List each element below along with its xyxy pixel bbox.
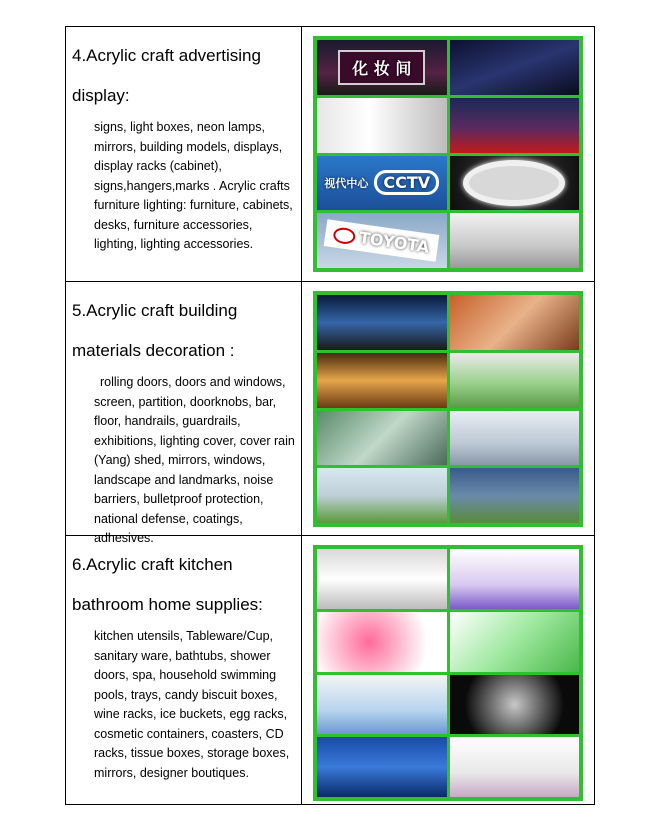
toyota-logo: TOYOTA <box>358 228 431 257</box>
candy-tray-photo <box>450 675 580 735</box>
section-body: rolling doors, doors and windows, screen, partition, doorknobs, bar, floor, handrails, guardrails, exhibitions, lighting cover, cover rain (Yang) shed, mirrors, windows, landscape and landmarks, noise barriers, bulletproof protection, national defense, coatings, adhesives. <box>94 375 295 545</box>
ring-lamp-photo <box>450 156 580 211</box>
toyota-logo-icon <box>333 226 357 245</box>
section-text-cell <box>66 27 302 281</box>
ring-lamp-shape <box>463 160 565 206</box>
section-text-cell <box>66 282 302 545</box>
acrylic-chairs-photo <box>450 40 580 95</box>
curved-panel-photo <box>317 411 447 466</box>
heart-boxes-photo <box>317 612 447 672</box>
section-kitchen-bathroom <box>66 535 594 804</box>
office-lobby-photo <box>450 213 580 268</box>
section-building-materials <box>66 281 594 545</box>
tissue-box-photo <box>450 612 580 672</box>
bath-set-photo <box>450 549 580 609</box>
photo-collage <box>313 545 583 801</box>
greenhouse-photo <box>317 468 447 523</box>
section-text-cell <box>66 536 302 804</box>
red-lit-building-photo <box>450 98 580 153</box>
cosmetic-drawers-photo <box>450 737 580 797</box>
section-heading: 4.Acrylic craft advertising display: <box>72 46 261 105</box>
cctv-logo: CCTV <box>374 170 439 195</box>
section-image-cell <box>302 27 594 281</box>
stadium-roof-photo <box>450 411 580 466</box>
canopy-photo <box>450 468 580 523</box>
section-heading: 5.Acrylic craft building materials decoration : <box>72 301 238 360</box>
section-advertising-display <box>66 27 594 281</box>
section-body: kitchen utensils, Tableware/Cup, sanitary ware, bathtubs, shower doors, spa, household swimming pools, trays, candy biscuit boxes, wine racks, ice buckets, egg racks, cosmetic containers, coasters, CD racks, tissue boxes, storage boxes, mirrors, designer boutiques. <box>94 629 290 780</box>
section-image-cell <box>302 282 594 535</box>
display-shelves-photo <box>317 98 447 153</box>
window-view-photo <box>450 353 580 408</box>
bathtub-photo <box>317 549 447 609</box>
staircase-photo <box>450 295 580 350</box>
cctv-sign-photo: 视代中心 CCTV <box>317 156 447 211</box>
cosmetics-sign-photo: 化 妆 间 <box>317 40 447 95</box>
towel-rack-photo <box>317 737 447 797</box>
toyota-sign-photo <box>317 213 447 268</box>
section-heading: 6.Acrylic craft kitchen bathroom home supplies: <box>72 555 263 614</box>
lit-floor-photo <box>317 295 447 350</box>
glass-doors-photo <box>317 353 447 408</box>
photo-collage <box>313 36 583 272</box>
content-table <box>65 26 595 805</box>
photo-collage <box>313 291 583 527</box>
blue-cups-photo <box>317 675 447 735</box>
section-image-cell <box>302 536 594 804</box>
section-body: signs, light boxes, neon lamps, mirrors, building models, displays, display racks (cabinet), signs,hangers,marks . Acrylic crafts furniture lighting: furniture, cabinets, desks, furniture accessories, lighting, lighting accessories. <box>94 120 293 251</box>
